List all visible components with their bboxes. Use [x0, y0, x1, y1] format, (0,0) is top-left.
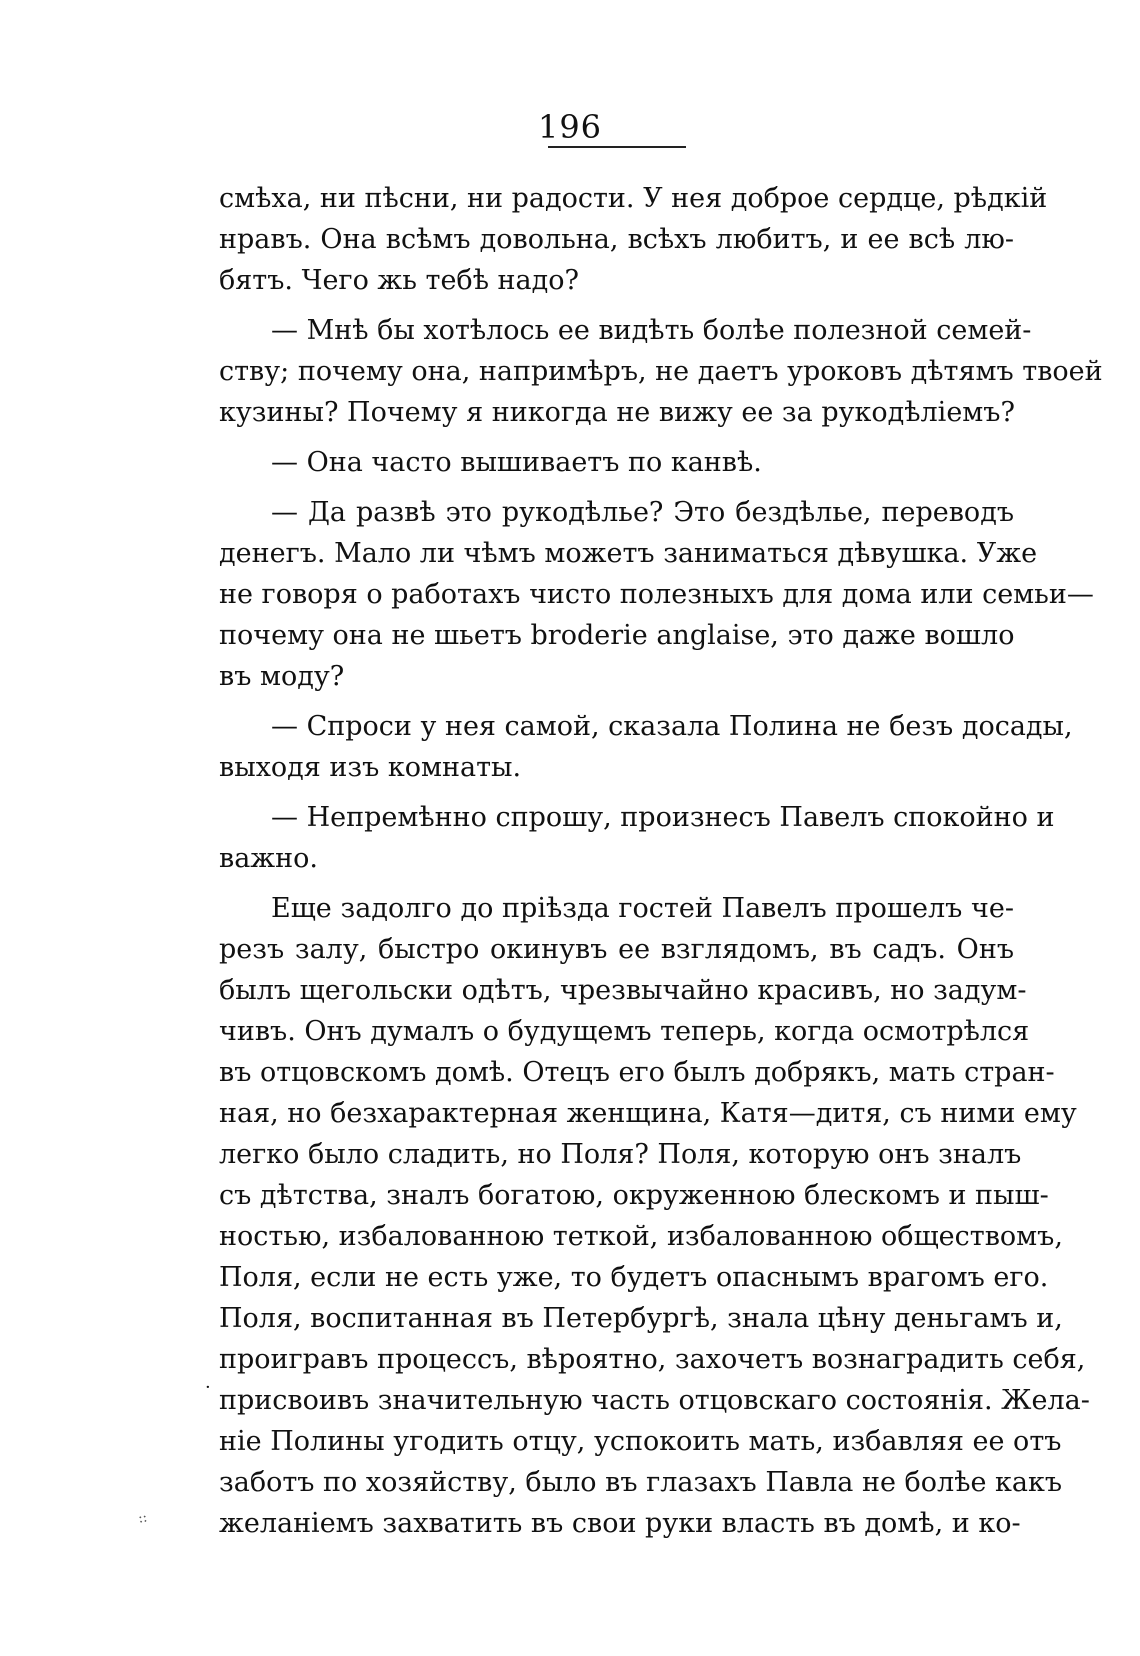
text-line: Еще задолго до пріѣзда гостей Павелъ прошелъ че-	[271, 893, 1014, 924]
text-line: — Да развѣ это рукодѣлье? Это бездѣлье, переводъ	[271, 497, 1014, 528]
text-line: въ отцовскомъ домѣ. Отецъ его былъ добрякъ, мать стран-	[219, 1057, 1055, 1088]
text-line: чивъ. Онъ думалъ о будущемъ теперь, когда осмотрѣлся	[219, 1016, 1030, 1047]
text-line: почему она не шьетъ broderie anglaise, это даже вошло	[219, 620, 1015, 651]
text-line: съ дѣтства, зналъ богатою, окруженною блескомъ и пыш-	[219, 1180, 1049, 1211]
text-line: въ моду?	[219, 661, 345, 692]
body-text	[219, 178, 1103, 1544]
text-line: Поля, воспитанная въ Петербургѣ, знала цѣну деньгамъ и,	[219, 1303, 1063, 1334]
text-line: ству; почему она, напримѣръ, не даетъ уроковъ дѣтямъ твоей	[219, 356, 1103, 387]
text-line: кузины? Почему я никогда не вижу ее за рукодѣліемъ?	[219, 397, 1015, 428]
text-line: — Спроси у нея самой, сказала Полина не безъ досады,	[271, 711, 1073, 742]
text-line: не говоря о работахъ чисто полезныхъ для дома или семьи—	[219, 579, 1094, 610]
text-line: — Мнѣ бы хотѣлось ее видѣть болѣе полезной семей-	[271, 315, 1032, 346]
text-line: ніе Полины угодить отцу, успокоить мать, избавляя ее отъ	[219, 1426, 1062, 1457]
page-number: 196	[537, 108, 603, 146]
text-line: заботъ по хозяйству, было въ глазахъ Павла не болѣе какъ	[219, 1467, 1063, 1498]
text-line: нравъ. Она всѣмъ довольна, всѣхъ любитъ, и ее всѣ лю-	[219, 224, 1014, 255]
text-line: былъ щегольски одѣтъ, чрезвычайно красивъ, но задум-	[219, 975, 1027, 1006]
text-line: ностью, избалованною теткой, избалованною обществомъ,	[219, 1221, 1063, 1252]
text-line: резъ залу, быстро окинувъ ее взглядомъ, въ садъ. Онъ	[219, 934, 1014, 965]
text-line: Поля, если не есть уже, то будетъ опаснымъ врагомъ его.	[219, 1262, 1049, 1293]
text-line: легко было сладить, но Поля? Поля, которую онъ зналъ	[219, 1139, 1022, 1170]
text-line: бятъ. Чего жь тебѣ надо?	[219, 265, 580, 296]
text-line: желаніемъ захватить въ свои руки власть въ домѣ, и ко-	[219, 1508, 1021, 1539]
text-line: — Она часто вышиваетъ по канвѣ.	[271, 447, 762, 478]
text-line: выходя изъ комнаты.	[219, 752, 522, 783]
text-line: проигравъ процессъ, вѣроятно, захочетъ вознаградить себя,	[219, 1344, 1086, 1375]
page-number-rule	[548, 146, 686, 148]
text-line: ная, но безхарактерная женщина, Катя—дитя, съ ними ему	[219, 1098, 1077, 1129]
text-line: присвоивъ значительную часть отцовскаго состоянія. Жела-	[219, 1385, 1090, 1416]
text-line: смѣха, ни пѣсни, ни радости. У нея доброе сердце, рѣдкій	[219, 183, 1048, 214]
text-line: денегъ. Мало ли чѣмъ можетъ заниматься дѣвушка. Уже	[219, 538, 1038, 569]
corner-speck: ⁘	[131, 1507, 154, 1532]
margin-speck: ·	[205, 1377, 211, 1398]
text-line: — Непремѣнно спрошу, произнесъ Павелъ спокойно и	[271, 802, 1055, 833]
text-line: важно.	[219, 843, 318, 874]
